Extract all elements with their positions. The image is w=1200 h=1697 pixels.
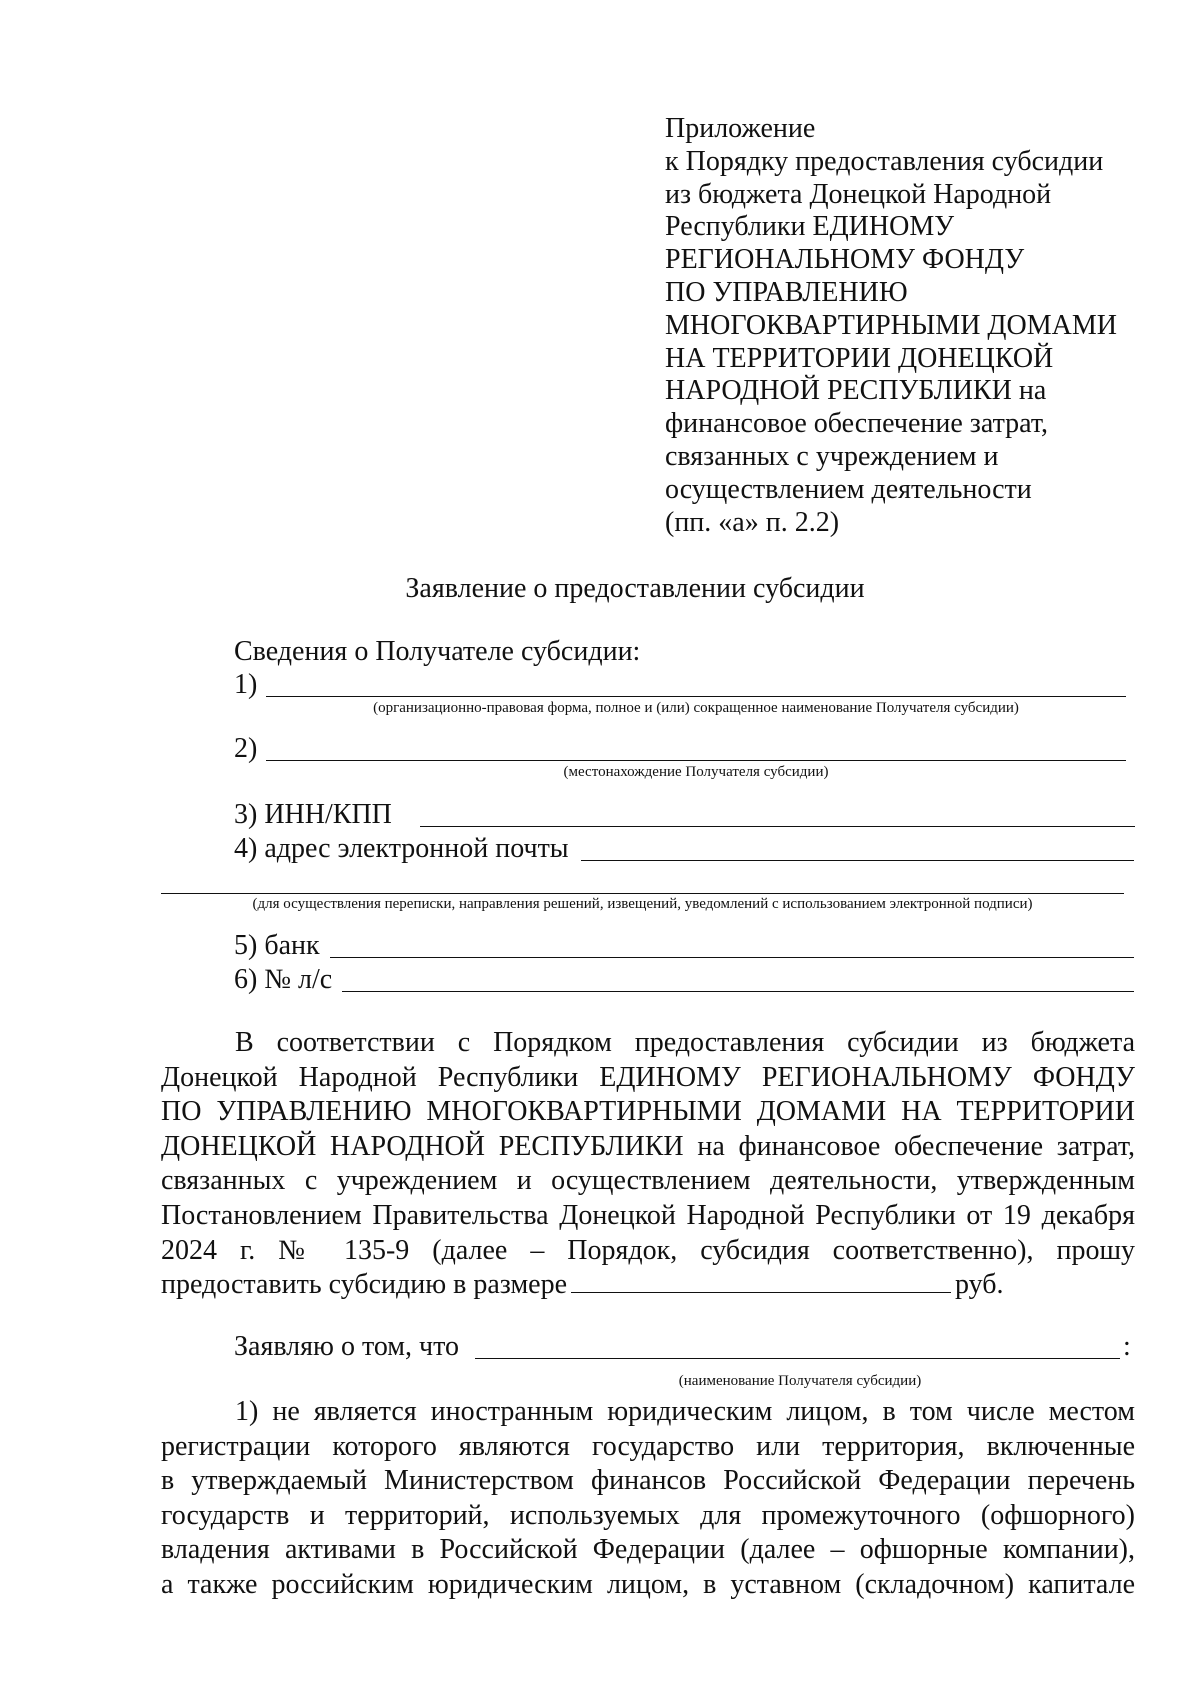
appendix-line: связанных с учреждением и [665, 440, 999, 472]
field-1-line[interactable] [266, 696, 1126, 697]
appendix-line: осуществлением деятельности [665, 473, 1032, 505]
field-2-number: 2) [234, 733, 258, 764]
request-line: ДОНЕЦКОЙ НАРОДНОЙ РЕСПУБЛИКИ на финансовое обеспечение затрат, [161, 1130, 1135, 1162]
appendix-line: ПО УПРАВЛЕНИЮ [665, 276, 908, 308]
field-6-label: 6) № л/с [234, 964, 333, 995]
request-line: Постановлением Правительства Донецкой Народной Республики от 19 декабря [161, 1199, 1135, 1231]
item-1-line: а также российским юридическим лицом, в уставном (складочном) капитале [161, 1568, 1135, 1600]
account-line[interactable] [342, 991, 1134, 992]
appendix-line: НА ТЕРРИТОРИИ ДОНЕЦКОЙ [665, 342, 1054, 374]
appendix-header [665, 113, 1145, 539]
request-line: 2024 г. № 135-9 (далее – Порядок, субсидия соответственно), прошу [161, 1234, 1135, 1266]
appendix-line: финансовое обеспечение затрат, [665, 408, 1048, 440]
email-line[interactable] [581, 860, 1134, 861]
declaration-caption: (наименование Получателя субсидии) [678, 1373, 922, 1389]
request-line: ПО УПРАВЛЕНИЮ МНОГОКВАРТИРНЫМИ ДОМАМИ НА ТЕРРИТОРИИ [161, 1096, 1135, 1128]
appendix-line: РЕГИОНАЛЬНОМУ ФОНДУ [665, 244, 1025, 276]
declaration-line[interactable] [475, 1358, 1120, 1359]
declaration-prefix: Заявляю о том, что [234, 1331, 459, 1362]
appendix-line: Приложение [665, 113, 816, 144]
item-1-line: в утверждаемый Министерством финансов Российской Федерации перечень [161, 1465, 1135, 1497]
appendix-line: НАРОДНОЙ РЕСПУБЛИКИ на [665, 375, 1047, 407]
inn-kpp-line[interactable] [420, 826, 1135, 827]
appendix-line: (пп. «а» п. 2.2) [665, 506, 840, 538]
field-4-caption: (для осуществления переписки, направления решений, извещений, уведомлений с использованием электронной подписи) [252, 896, 1033, 912]
field-1-number: 1) [234, 669, 258, 700]
recipient-heading: Сведения о Получателе субсидии: [234, 636, 641, 667]
item-1-line: государств и территорий, используемых для промежуточного (офшорного) [161, 1499, 1135, 1531]
appendix-line: к Порядку предоставления субсидии [665, 145, 1104, 177]
item-1-line: владения активами в Российской Федерации (далее – офшорные компании), [161, 1534, 1135, 1566]
appendix-line: Республики ЕДИНОМУ [665, 211, 955, 243]
field-3-label: 3) ИНН/КПП [234, 799, 392, 830]
request-line: В соответствии с Порядком предоставления субсидии из бюджета [235, 1027, 1135, 1058]
request-amount-prefix: предоставить субсидию в размере [161, 1269, 568, 1300]
request-amount-suffix: руб. [955, 1269, 1004, 1300]
document-title: Заявление о предоставлении субсидии [405, 573, 865, 604]
field-4-label: 4) адрес электронной почты [234, 833, 569, 864]
subsidy-amount-line[interactable] [571, 1270, 951, 1293]
field-2-line[interactable] [266, 760, 1126, 761]
request-line: связанных с учреждением и осуществлением деятельности, утвержденным [161, 1165, 1135, 1197]
appendix-line: МНОГОКВАРТИРНЫМИ ДОМАМИ [665, 309, 1117, 341]
request-line: Донецкой Народной Республики ЕДИНОМУ РЕГИОНАЛЬНОМУ ФОНДУ [161, 1061, 1135, 1093]
request-last-line [161, 1268, 1004, 1302]
declaration-colon: : [1123, 1331, 1131, 1362]
item-1-line: регистрации которого являются государство или территория, включенные [161, 1430, 1135, 1462]
field-1-caption: (организационно-правовая форма, полное и (или) сокращенное наименование Получателя субсидии) [373, 700, 1019, 716]
request-paragraph [161, 1026, 1135, 1268]
field-2-caption: (местонахождение Получателя субсидии) [563, 764, 829, 780]
email-line-continuation[interactable] [161, 893, 1124, 894]
bank-line[interactable] [330, 957, 1134, 958]
appendix-line: из бюджета Донецкой Народной [665, 178, 1052, 210]
item-1-paragraph [161, 1395, 1135, 1603]
field-5-label: 5) банк [234, 930, 320, 961]
item-1-line: 1) не является иностранным юридическим лицом, в том числе местом [235, 1396, 1135, 1427]
